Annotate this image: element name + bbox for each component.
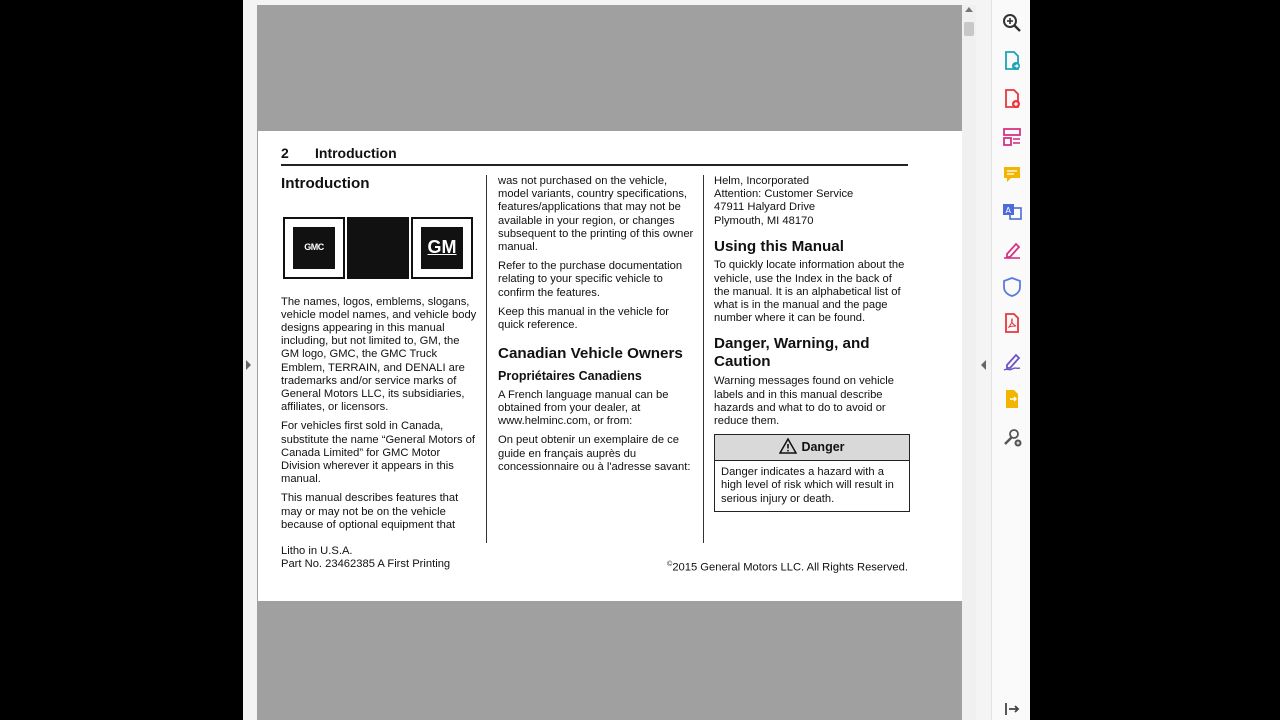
column-2 xyxy=(498,175,694,480)
vertical-scrollbar[interactable] xyxy=(962,5,976,720)
litho-text: Litho in U.S.A. xyxy=(281,545,353,557)
collapse-panel-icon[interactable] xyxy=(1001,698,1023,720)
brand-logos xyxy=(281,217,479,281)
trademark-paragraph: The names, logos, emblems, slogans, vehicle model names, and vehicle body designs appearing in this manual including, but not limited to, GM, the GM logo, GMC, the GMC Truck Emblem, TERRAIN, and DENALI are trademarks and/or service marks of General Motors LLC, its subsidiaries, affiliates, or licensors. xyxy=(281,295,477,414)
tools-sidebar xyxy=(991,0,1030,720)
scrollbar-thumb[interactable] xyxy=(964,22,974,36)
address-line: Plymouth, MI 48170 xyxy=(714,214,814,227)
fill-sign-icon[interactable] xyxy=(1001,238,1023,260)
gmc-logo: GMC xyxy=(283,217,345,279)
comment-icon[interactable] xyxy=(1001,164,1023,186)
introduction-heading: Introduction xyxy=(281,175,370,192)
edit-signature-icon[interactable] xyxy=(1001,350,1023,372)
export-pdf-icon[interactable] xyxy=(1001,50,1023,72)
translate-icon[interactable] xyxy=(1001,200,1023,222)
more-tools-icon[interactable] xyxy=(1001,426,1023,448)
copyright-text: ©2015 General Motors LLC. All Rights Reserved. xyxy=(667,561,908,574)
warning-triangle-icon xyxy=(779,438,797,457)
keep-manual-paragraph: Keep this manual in the vehicle for quick reference. xyxy=(498,305,670,332)
column-1 xyxy=(281,175,479,538)
features-continued-paragraph: was not purchased on the vehicle, model variants, country specifications, features/applications that may not be available in your region, or changes subsequent to the printing of this owner manual. xyxy=(498,175,694,254)
gm-logo: GM xyxy=(411,217,473,279)
danger-box xyxy=(714,434,910,512)
acrobat-pdf-icon[interactable] xyxy=(1001,312,1023,334)
page-header xyxy=(281,145,908,166)
collapse-left-panel-arrow-icon[interactable] xyxy=(246,360,251,370)
danger-title: Danger xyxy=(801,440,845,455)
search-zoom-icon[interactable] xyxy=(1001,12,1023,34)
protect-shield-icon[interactable] xyxy=(1001,276,1023,298)
copyright-symbol: © xyxy=(667,561,673,568)
page-number: 2 xyxy=(281,145,289,161)
part-number-text: Part No. 23462385 A First Printing xyxy=(281,558,451,571)
export-document-icon[interactable] xyxy=(1001,388,1023,410)
using-manual-heading: Using this Manual xyxy=(714,237,844,255)
column-divider xyxy=(703,175,704,543)
proprietaires-heading: Propriétaires Canadiens xyxy=(498,368,642,383)
address-line: 47911 Halyard Drive xyxy=(714,201,816,214)
section-title: Introduction xyxy=(315,145,397,161)
document-page xyxy=(258,131,962,601)
danger-text: Danger indicates a hazard with a high level of risk which will result in serious injury or death. xyxy=(721,466,894,505)
canadian-owners-heading: Canadian Vehicle Owners xyxy=(498,345,683,363)
expand-right-panel-arrow-icon[interactable] xyxy=(981,360,986,370)
column-divider xyxy=(486,175,487,543)
organize-pages-icon[interactable] xyxy=(1001,126,1023,148)
address-line: Attention: Customer Service xyxy=(714,188,854,201)
helm-address xyxy=(714,175,910,228)
features-paragraph: This manual describes features that may or may not be on the vehicle because of optional equipment that xyxy=(281,492,459,531)
danger-warning-heading: Danger, Warning, and Caution xyxy=(714,335,870,370)
svg-text:A: A xyxy=(1005,206,1011,215)
create-pdf-icon[interactable] xyxy=(1001,88,1023,110)
french-text-paragraph: On peut obtenir un exemplaire de ce guide en français auprès du concessionnaire ou à l'adresse savant: xyxy=(498,434,691,473)
danger-header xyxy=(715,435,909,461)
address-line: Helm, Incorporated xyxy=(714,175,810,187)
black-emblem-logo xyxy=(347,217,409,279)
footer-left xyxy=(281,545,450,571)
french-manual-paragraph: A French language manual can be obtained from your dealer, at www.helminc.com, or from: xyxy=(498,388,669,428)
canada-paragraph: For vehicles first sold in Canada, substitute the name “General Motors of Canada Limited” for GMC Motor Division wherever it appears in this manual. xyxy=(281,420,476,486)
warning-messages-paragraph: Warning messages found on vehicle labels and in this manual describe hazards and what to do to avoid or reduce them. xyxy=(714,375,894,427)
using-manual-paragraph: To quickly locate information about the vehicle, use the Index in the back of the manual. It is an alphabetical list of what is in the manual and the page number where it can be found. xyxy=(714,259,905,325)
column-3 xyxy=(714,175,910,512)
purchase-docs-paragraph: Refer to the purchase documentation relating to your specific vehicle to confirm the features. xyxy=(498,260,683,299)
scroll-up-arrow-icon[interactable] xyxy=(965,7,973,12)
